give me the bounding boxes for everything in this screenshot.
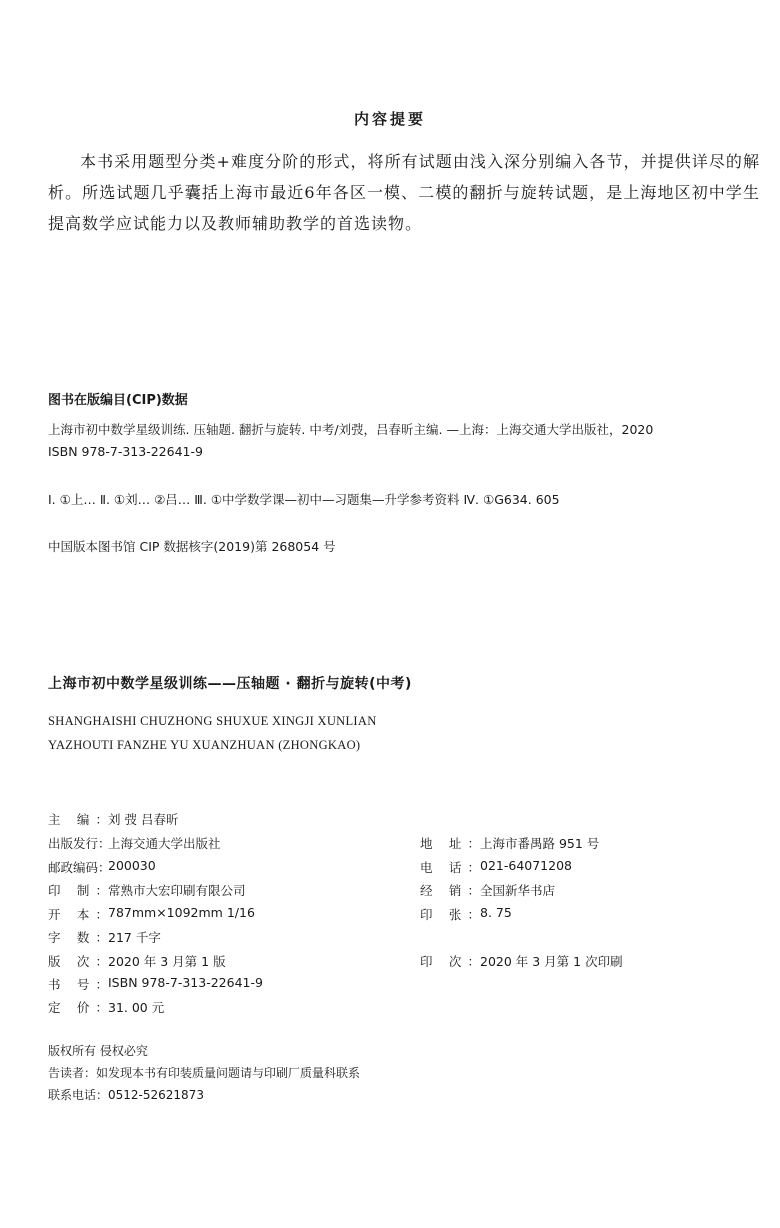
detail-address (420, 834, 599, 852)
detail-sheets (420, 905, 512, 923)
detail-label: 电 话： (420, 860, 480, 875)
detail-value: ISBN 978-7-313-22641-9 (108, 975, 263, 990)
detail-value: 31. 00 元 (108, 1000, 165, 1015)
detail-label: 经 销： (420, 883, 480, 898)
cip-data-number: 中国版本图书馆 CIP 数据核字(2019)第 268054 号 (48, 539, 336, 554)
detail-value: 200030 (108, 858, 156, 873)
detail-label: 开 本： (48, 907, 108, 922)
detail-printer (48, 881, 246, 899)
cip-isbn: ISBN 978-7-313-22641-9 (48, 444, 203, 459)
detail-value: 上海交通大学出版社 (108, 836, 221, 851)
detail-value: 常熟市大宏印刷有限公司 (108, 883, 246, 898)
detail-label: 印 次： (420, 954, 480, 969)
detail-label: 版 次： (48, 954, 108, 969)
book-title-pinyin-line2: YAZHOUTI FANZHE YU XUANZHUAN (ZHONGKAO) (48, 738, 361, 752)
detail-word-count (48, 928, 161, 946)
reader-notice: 告读者：如发现本书有印装质量问题请与印刷厂质量科联系 (48, 1066, 361, 1080)
detail-value: 787mm×1092mm 1/16 (108, 905, 255, 920)
summary-body: 本书采用题型分类+难度分阶的形式，将所有试题由浅入深分别编入各节，并提供详尽的解析。所选试题几乎囊括上海市最近6年各区一模、二模的翻折与旋转试题，是上海地区初中学生提高数学应试能力以及教师辅助教学的首选读物。 (48, 152, 760, 233)
contact-phone: 联系电话：0512-52621873 (48, 1088, 204, 1102)
cip-classification: Ⅰ. ①上… Ⅱ. ①刘… ②吕… Ⅲ. ①中学数学课—初中—习题集—升学参考资料 Ⅳ. ①G634. 605 (48, 492, 560, 507)
detail-isbn (48, 975, 263, 993)
detail-value: 全国新华书店 (480, 883, 556, 898)
detail-label: 印 制： (48, 883, 108, 898)
book-title: 上海市初中数学星级训练——压轴题 · 翻折与旋转(中考) (48, 676, 412, 692)
book-title-pinyin-line1: SHANGHAISHI CHUZHONG SHUXUE XINGJI XUNLIAN (48, 714, 377, 728)
detail-label: 字 数： (48, 930, 108, 945)
detail-value: 8. 75 (480, 905, 512, 920)
summary-title: 内容提要 (353, 110, 426, 128)
detail-label: 邮政编码： (48, 860, 111, 875)
detail-label: 定 价： (48, 1000, 108, 1015)
detail-editor (48, 810, 178, 828)
detail-label: 主 编： (48, 812, 108, 827)
detail-value: 刘 弢 吕春昕 (108, 812, 179, 827)
copyright-notice: 版权所有 侵权必究 (48, 1044, 148, 1058)
detail-edition (48, 952, 226, 970)
detail-value: 上海市番禺路 951 号 (480, 836, 600, 851)
detail-value: 2020 年 3 月第 1 版 (108, 954, 226, 969)
cip-record: 上海市初中数学星级训练. 压轴题. 翻折与旋转. 中考/刘弢，吕春昕主编. —上海：上海交通大学出版社，2020 (48, 422, 654, 437)
detail-publisher (48, 834, 221, 852)
detail-format (48, 905, 255, 923)
detail-value: 2020 年 3 月第 1 次印刷 (480, 954, 623, 969)
cip-title: 图书在版编目(CIP)数据 (48, 393, 188, 408)
detail-label: 地 址： (420, 836, 480, 851)
detail-label: 印 张： (420, 907, 480, 922)
detail-label: 书 号： (48, 977, 108, 992)
detail-label: 出版发行： (48, 836, 111, 851)
detail-price (48, 998, 164, 1016)
detail-phone (420, 858, 572, 876)
detail-value: 217 千字 (108, 930, 161, 945)
detail-printing (420, 952, 623, 970)
detail-distributor (420, 881, 555, 899)
detail-postcode (48, 858, 156, 876)
detail-value: 021-64071208 (480, 858, 572, 873)
